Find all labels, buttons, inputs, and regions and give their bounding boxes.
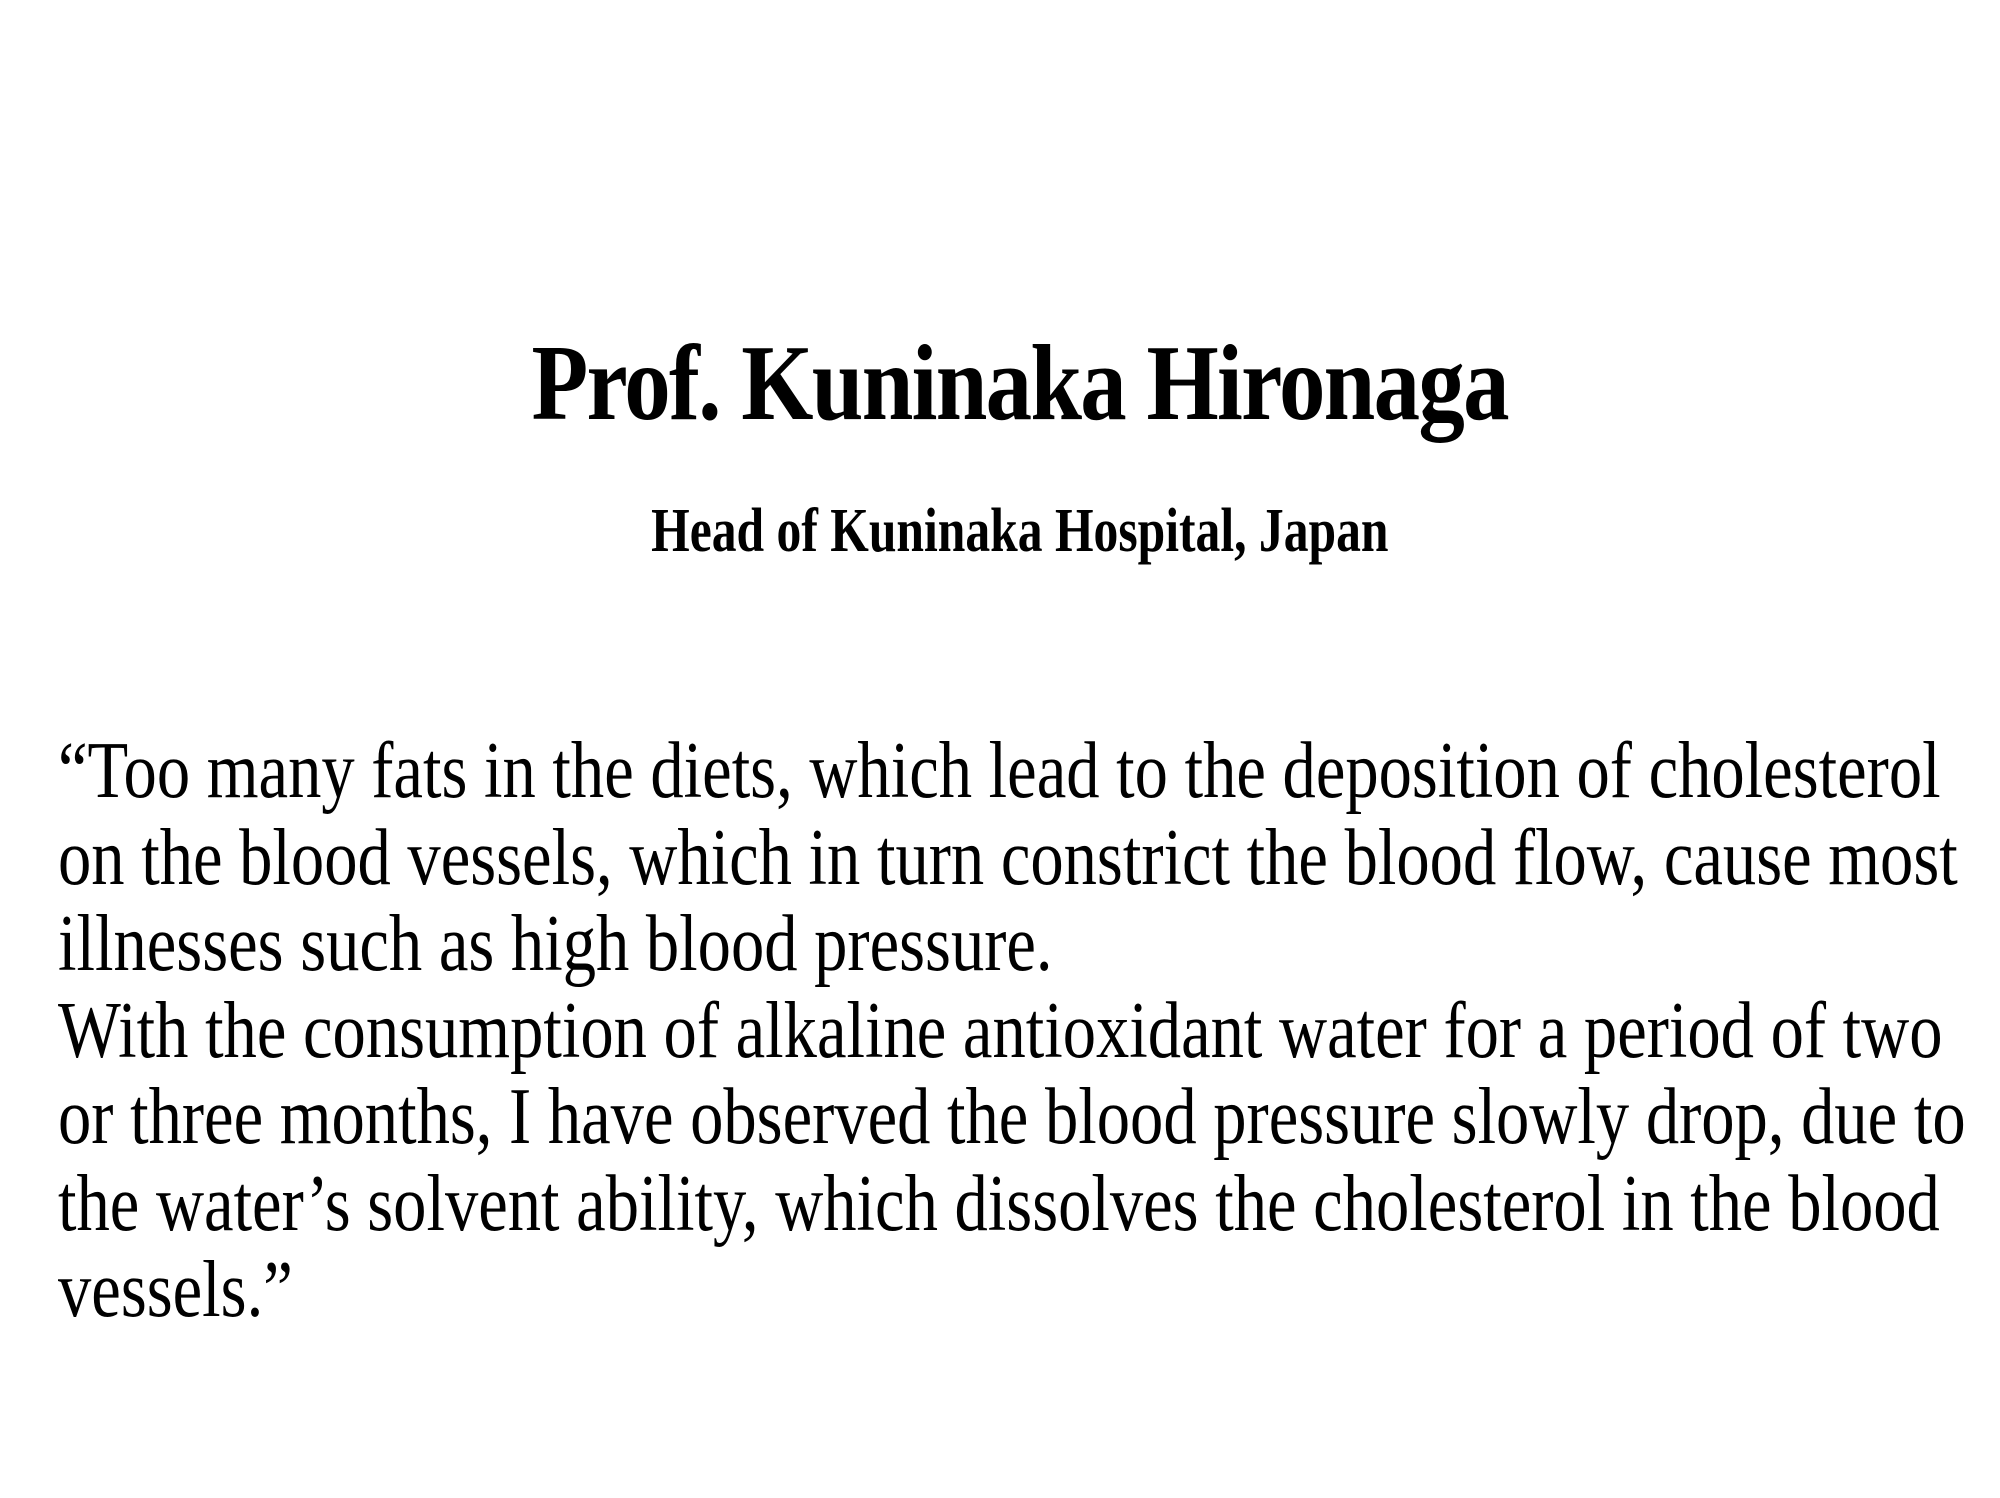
quote-line: “Too many fats in the diets, which lead to the deposition of cholesterol	[58, 727, 1941, 815]
quote-line: With the consumption of alkaline antioxidant water for a period of two	[58, 986, 1943, 1075]
quote-block	[58, 727, 1966, 1334]
quote-line: vessels.”	[58, 1246, 293, 1334]
page-title: Prof. Kuninaka Hironaga	[531, 324, 1509, 443]
quote-line: illnesses such as high blood pressure.	[58, 900, 1053, 988]
title-block	[0, 324, 2000, 443]
page-subtitle: Head of Kuninaka Hospital, Japan	[651, 497, 1389, 565]
subtitle-block	[0, 497, 2000, 565]
quote-line: on the blood vessels, which in turn constrict the blood flow, cause most	[58, 813, 1958, 902]
quote-line: the water’s solvent ability, which dissolves the cholesterol in the blood	[58, 1159, 1940, 1248]
quote-line: or three months, I have observed the blood pressure slowly drop, due to	[58, 1073, 1966, 1161]
